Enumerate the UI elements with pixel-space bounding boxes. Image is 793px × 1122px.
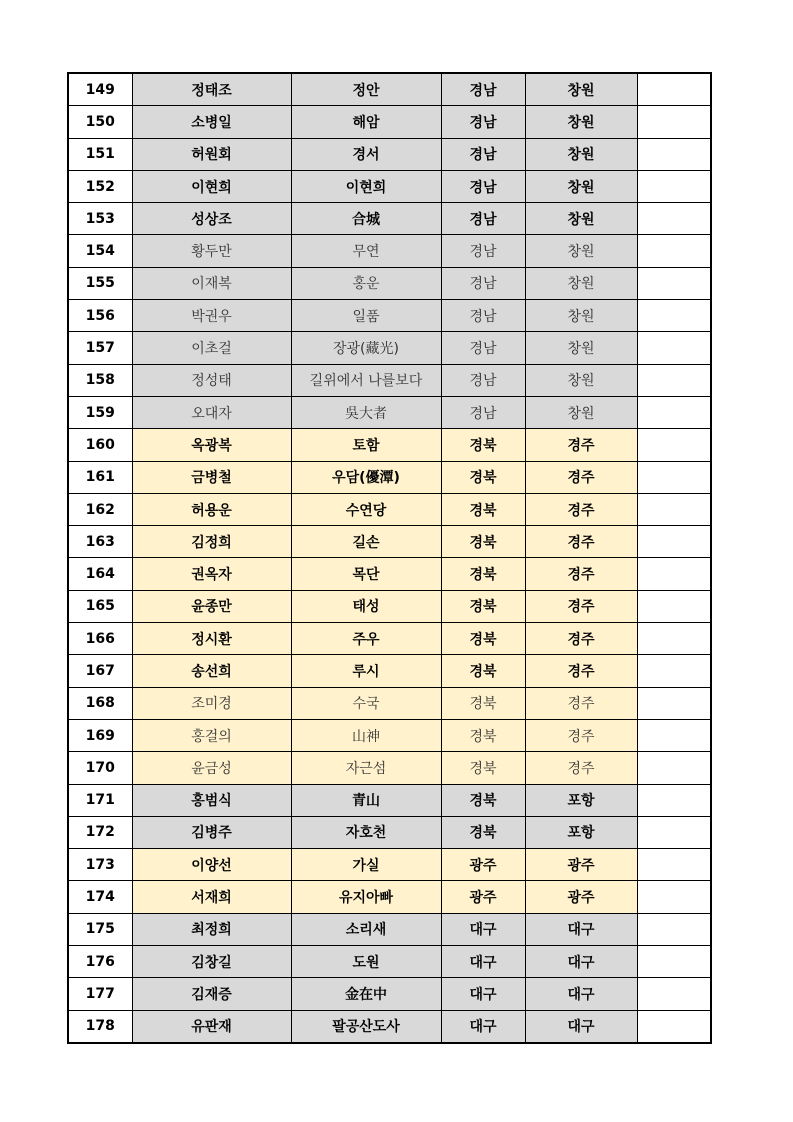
city-cell: 창원 — [525, 73, 637, 106]
member-name-cell: 홍걸의 — [132, 719, 291, 751]
row-number-cell: 157 — [68, 332, 132, 364]
city-cell: 경주 — [525, 687, 637, 719]
city-cell: 대구 — [525, 1010, 637, 1043]
note-cell — [637, 590, 711, 622]
row-number-cell: 170 — [68, 752, 132, 784]
note-cell — [637, 106, 711, 138]
member-name-cell: 허용운 — [132, 493, 291, 525]
table-row — [68, 332, 711, 364]
note-cell — [637, 655, 711, 687]
row-number-cell: 154 — [68, 235, 132, 267]
region-cell: 경북 — [441, 493, 525, 525]
row-number-cell: 160 — [68, 429, 132, 461]
city-cell: 창원 — [525, 106, 637, 138]
city-cell: 창원 — [525, 332, 637, 364]
table-row — [68, 203, 711, 235]
member-name-cell: 정성태 — [132, 364, 291, 396]
row-number-cell: 165 — [68, 590, 132, 622]
note-cell — [637, 687, 711, 719]
row-number-cell: 153 — [68, 203, 132, 235]
row-number-cell: 168 — [68, 687, 132, 719]
member-name-cell: 이재복 — [132, 267, 291, 299]
table-row — [68, 106, 711, 138]
note-cell — [637, 946, 711, 978]
city-cell: 창원 — [525, 364, 637, 396]
row-number-cell: 163 — [68, 526, 132, 558]
region-cell: 경북 — [441, 719, 525, 751]
table-row — [68, 73, 711, 106]
note-cell — [637, 300, 711, 332]
city-cell: 경주 — [525, 461, 637, 493]
table-row — [68, 364, 711, 396]
region-cell: 경북 — [441, 461, 525, 493]
note-cell — [637, 784, 711, 816]
table-row — [68, 300, 711, 332]
note-cell — [637, 623, 711, 655]
pen-name-cell: 길손 — [291, 526, 441, 558]
pen-name-cell: 金在中 — [291, 978, 441, 1010]
table-row — [68, 138, 711, 170]
city-cell: 포항 — [525, 816, 637, 848]
table-row — [68, 461, 711, 493]
note-cell — [637, 364, 711, 396]
city-cell: 경주 — [525, 558, 637, 590]
region-cell: 경남 — [441, 170, 525, 202]
row-number-cell: 177 — [68, 978, 132, 1010]
city-cell: 경주 — [525, 526, 637, 558]
member-name-cell: 옥광복 — [132, 429, 291, 461]
note-cell — [637, 461, 711, 493]
table-row — [68, 719, 711, 751]
city-cell: 창원 — [525, 203, 637, 235]
city-cell: 대구 — [525, 946, 637, 978]
table-row — [68, 623, 711, 655]
member-name-cell: 이양선 — [132, 849, 291, 881]
member-name-cell: 김재증 — [132, 978, 291, 1010]
note-cell — [637, 849, 711, 881]
pen-name-cell: 팔공산도사 — [291, 1010, 441, 1043]
row-number-cell: 178 — [68, 1010, 132, 1043]
city-cell: 광주 — [525, 849, 637, 881]
city-cell: 경주 — [525, 655, 637, 687]
region-cell: 경북 — [441, 526, 525, 558]
note-cell — [637, 558, 711, 590]
table-row — [68, 1010, 711, 1043]
pen-name-cell: 유지아빠 — [291, 881, 441, 913]
table-row — [68, 881, 711, 913]
table-row — [68, 816, 711, 848]
city-cell: 경주 — [525, 590, 637, 622]
pen-name-cell: 合城 — [291, 203, 441, 235]
city-cell: 광주 — [525, 881, 637, 913]
region-cell: 경남 — [441, 235, 525, 267]
region-cell: 대구 — [441, 913, 525, 945]
member-name-cell: 소병일 — [132, 106, 291, 138]
table-row — [68, 913, 711, 945]
region-cell: 광주 — [441, 881, 525, 913]
pen-name-cell: 青山 — [291, 784, 441, 816]
city-cell: 경주 — [525, 752, 637, 784]
region-cell: 경남 — [441, 73, 525, 106]
row-number-cell: 173 — [68, 849, 132, 881]
region-cell: 경남 — [441, 138, 525, 170]
row-number-cell: 169 — [68, 719, 132, 751]
row-number-cell: 155 — [68, 267, 132, 299]
member-name-cell: 윤종만 — [132, 590, 291, 622]
member-name-cell: 정시환 — [132, 623, 291, 655]
note-cell — [637, 493, 711, 525]
region-cell: 경북 — [441, 558, 525, 590]
table-row — [68, 267, 711, 299]
note-cell — [637, 138, 711, 170]
region-cell: 대구 — [441, 1010, 525, 1043]
note-cell — [637, 235, 711, 267]
city-cell: 경주 — [525, 429, 637, 461]
table-row — [68, 396, 711, 428]
table-row — [68, 558, 711, 590]
row-number-cell: 174 — [68, 881, 132, 913]
row-number-cell: 172 — [68, 816, 132, 848]
row-number-cell: 152 — [68, 170, 132, 202]
region-cell: 경북 — [441, 816, 525, 848]
table-row — [68, 590, 711, 622]
member-name-cell: 송선희 — [132, 655, 291, 687]
region-cell: 경남 — [441, 332, 525, 364]
pen-name-cell: 자근섬 — [291, 752, 441, 784]
member-name-cell: 홍범식 — [132, 784, 291, 816]
pen-name-cell: 장광(藏光) — [291, 332, 441, 364]
member-name-cell: 금병철 — [132, 461, 291, 493]
pen-name-cell: 이현희 — [291, 170, 441, 202]
table-row — [68, 978, 711, 1010]
table-row — [68, 493, 711, 525]
row-number-cell: 171 — [68, 784, 132, 816]
row-number-cell: 156 — [68, 300, 132, 332]
row-number-cell: 175 — [68, 913, 132, 945]
pen-name-cell: 태성 — [291, 590, 441, 622]
region-cell: 경남 — [441, 364, 525, 396]
note-cell — [637, 332, 711, 364]
pen-name-cell: 길위에서 나를보다 — [291, 364, 441, 396]
city-cell: 경주 — [525, 623, 637, 655]
pen-name-cell: 토함 — [291, 429, 441, 461]
table-row — [68, 752, 711, 784]
pen-name-cell: 무연 — [291, 235, 441, 267]
member-name-cell: 김병주 — [132, 816, 291, 848]
region-cell: 경북 — [441, 655, 525, 687]
member-name-cell: 윤금성 — [132, 752, 291, 784]
region-cell: 경남 — [441, 106, 525, 138]
region-cell: 경북 — [441, 687, 525, 719]
pen-name-cell: 山神 — [291, 719, 441, 751]
row-number-cell: 166 — [68, 623, 132, 655]
roster-table — [67, 72, 712, 1044]
region-cell: 경북 — [441, 784, 525, 816]
city-cell: 창원 — [525, 300, 637, 332]
note-cell — [637, 719, 711, 751]
row-number-cell: 159 — [68, 396, 132, 428]
member-name-cell: 권옥자 — [132, 558, 291, 590]
pen-name-cell: 루시 — [291, 655, 441, 687]
member-name-cell: 이초걸 — [132, 332, 291, 364]
row-number-cell: 149 — [68, 73, 132, 106]
region-cell: 대구 — [441, 946, 525, 978]
member-name-cell: 유판재 — [132, 1010, 291, 1043]
member-name-cell: 김창길 — [132, 946, 291, 978]
region-cell: 경남 — [441, 300, 525, 332]
member-name-cell: 박권우 — [132, 300, 291, 332]
member-name-cell: 오대자 — [132, 396, 291, 428]
note-cell — [637, 526, 711, 558]
city-cell: 창원 — [525, 396, 637, 428]
table-row — [68, 687, 711, 719]
note-cell — [637, 978, 711, 1010]
roster-body — [68, 73, 711, 1043]
note-cell — [637, 203, 711, 235]
table-row — [68, 849, 711, 881]
member-name-cell: 조미경 — [132, 687, 291, 719]
pen-name-cell: 일품 — [291, 300, 441, 332]
note-cell — [637, 170, 711, 202]
table-row — [68, 784, 711, 816]
city-cell: 창원 — [525, 138, 637, 170]
city-cell: 창원 — [525, 235, 637, 267]
pen-name-cell: 우담(優潭) — [291, 461, 441, 493]
note-cell — [637, 429, 711, 461]
member-name-cell: 성상조 — [132, 203, 291, 235]
pen-name-cell: 경서 — [291, 138, 441, 170]
row-number-cell: 151 — [68, 138, 132, 170]
city-cell: 포항 — [525, 784, 637, 816]
table-row — [68, 235, 711, 267]
note-cell — [637, 881, 711, 913]
region-cell: 대구 — [441, 978, 525, 1010]
region-cell: 경남 — [441, 396, 525, 428]
region-cell: 경남 — [441, 267, 525, 299]
pen-name-cell: 해암 — [291, 106, 441, 138]
city-cell: 창원 — [525, 170, 637, 202]
region-cell: 경남 — [441, 203, 525, 235]
row-number-cell: 150 — [68, 106, 132, 138]
pen-name-cell: 수국 — [291, 687, 441, 719]
table-row — [68, 655, 711, 687]
member-name-cell: 허원회 — [132, 138, 291, 170]
city-cell: 창원 — [525, 267, 637, 299]
city-cell: 경주 — [525, 493, 637, 525]
table-row — [68, 429, 711, 461]
row-number-cell: 164 — [68, 558, 132, 590]
note-cell — [637, 1010, 711, 1043]
row-number-cell: 167 — [68, 655, 132, 687]
city-cell: 대구 — [525, 913, 637, 945]
member-name-cell: 서재희 — [132, 881, 291, 913]
pen-name-cell: 도원 — [291, 946, 441, 978]
table-row — [68, 946, 711, 978]
row-number-cell: 176 — [68, 946, 132, 978]
table-row — [68, 170, 711, 202]
member-name-cell: 최정희 — [132, 913, 291, 945]
pen-name-cell: 정안 — [291, 73, 441, 106]
city-cell: 경주 — [525, 719, 637, 751]
pen-name-cell: 소리새 — [291, 913, 441, 945]
city-cell: 대구 — [525, 978, 637, 1010]
note-cell — [637, 752, 711, 784]
pen-name-cell: 자호천 — [291, 816, 441, 848]
row-number-cell: 158 — [68, 364, 132, 396]
note-cell — [637, 267, 711, 299]
region-cell: 광주 — [441, 849, 525, 881]
pen-name-cell: 수연당 — [291, 493, 441, 525]
pen-name-cell: 목단 — [291, 558, 441, 590]
member-name-cell: 정태조 — [132, 73, 291, 106]
pen-name-cell: 吳大者 — [291, 396, 441, 428]
note-cell — [637, 913, 711, 945]
pen-name-cell: 주우 — [291, 623, 441, 655]
member-name-cell: 김정희 — [132, 526, 291, 558]
table-row — [68, 526, 711, 558]
pen-name-cell: 홍운 — [291, 267, 441, 299]
region-cell: 경북 — [441, 752, 525, 784]
pen-name-cell: 가실 — [291, 849, 441, 881]
region-cell: 경북 — [441, 590, 525, 622]
note-cell — [637, 396, 711, 428]
note-cell — [637, 816, 711, 848]
row-number-cell: 162 — [68, 493, 132, 525]
region-cell: 경북 — [441, 429, 525, 461]
note-cell — [637, 73, 711, 106]
region-cell: 경북 — [441, 623, 525, 655]
row-number-cell: 161 — [68, 461, 132, 493]
member-name-cell: 황두만 — [132, 235, 291, 267]
member-name-cell: 이현희 — [132, 170, 291, 202]
